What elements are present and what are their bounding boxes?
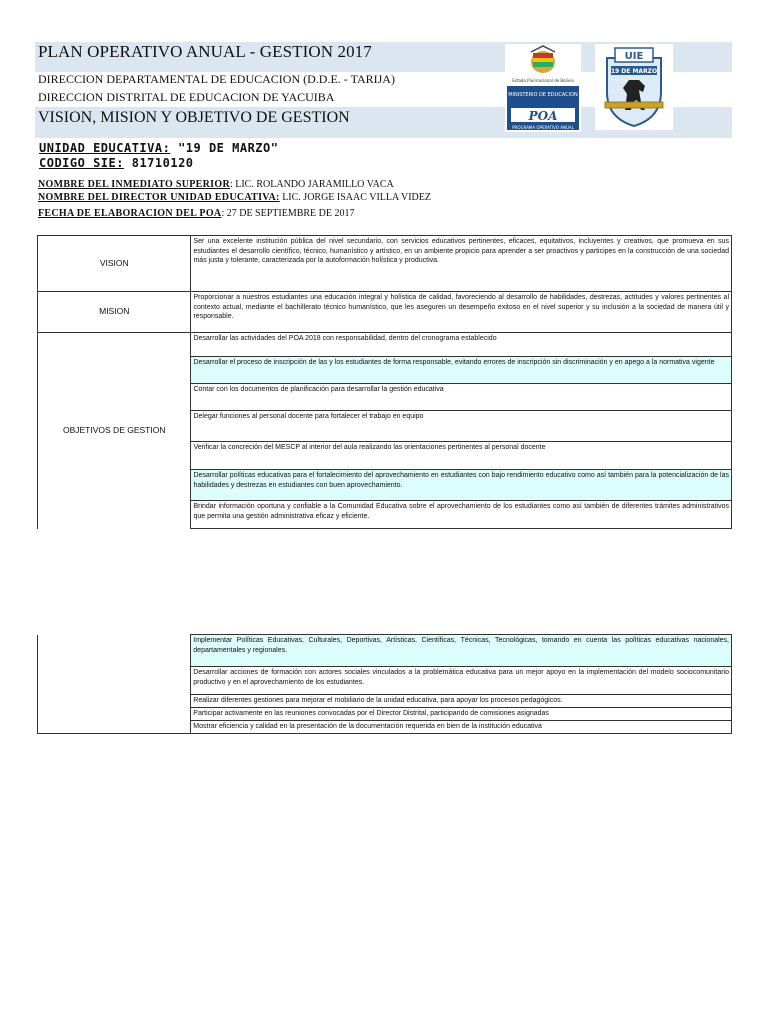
section-subtitle: VISION, MISION Y OBJETIVO DE GESTION [38, 109, 350, 126]
table-row [38, 333, 732, 357]
svg-text:POA: POA [528, 109, 558, 123]
objetivo-item: Desarrollar las actividades del POA 2018 con responsabilidad, dentro del cronograma establecido [191, 333, 732, 357]
svg-text:PROGRAMA OPERATIVO ANUAL: PROGRAMA OPERATIVO ANUAL [512, 125, 574, 130]
objetivo-item: Verificar la concreción del MESCP al interior del aula realizando las orientaciones pertinentes al personal docente [191, 442, 732, 470]
date-label: FECHA DE ELABORACION DEL POA [38, 208, 222, 219]
svg-text:MINISTERIO DE EDUCACION: MINISTERIO DE EDUCACION [508, 92, 578, 98]
superior-line [38, 179, 394, 190]
svg-text:UIE: UIE [624, 51, 644, 62]
objetivo-item: Desarrollar el proceso de inscripción de las y los estudiantes de forma responsable, evitando errores de inscripción sin discriminación y en apego a la normativa vigente [191, 357, 732, 384]
objetivo-item: Mostrar eficiencia y calidad en la presentación de la documentación requerida en bien de la institución educativa [191, 721, 732, 734]
svg-text:19 DE MARZO: 19 DE MARZO [610, 68, 658, 75]
objetivo-item: Contar con los documentos de planificación para desarrollar la gestión educativa [191, 384, 732, 411]
school-code: 81710120 [131, 156, 194, 170]
vision-label: VISION [38, 236, 191, 292]
objetivo-item: Participar activamente en las reuniones convocadas por el Director Distrital, participando de comisiones asignadas [191, 708, 732, 721]
table-row-mision [38, 292, 732, 333]
poa-table-continued [37, 634, 732, 734]
school-code-label: CODIGO SIE: [39, 156, 124, 170]
date-value: : 27 DE SEPTIEMBRE DE 2017 [221, 208, 355, 219]
objetivo-item: Desarrollar acciones de formación con actores sociales vinculados a la problemática educativa para un mejor apoyo en la implementación del modelo sociocomunitario productivo y en el aprovechamiento de los estudiantes. [191, 667, 732, 695]
table-row-vision [38, 236, 732, 292]
bolivia-coat-of-arms-icon [505, 44, 581, 132]
director-label: NOMBRE DEL DIRECTOR UNIDAD EDUCATIVA: [38, 192, 280, 203]
objetivo-item: Implementar Políticas Educativas, Culturales, Deportivas, Artísticas, Científicas, Técnicas, Tecnológicas, tomando en cuenta las políticas educativas nacionales, departamentales y regionales. [191, 635, 732, 667]
objetivo-item: Brindar información oportuna y confiable a la Comunidad Educativa sobre el aprovechamiento de los estudiantes como así también de diferentes trámites administrativos que permita una gestión administrativa eficaz y eficiente. [191, 501, 732, 529]
table-row [38, 635, 732, 667]
director-value: LIC. JORGE ISAAC VILLA VIDEZ [279, 192, 431, 203]
school-crest-logo [595, 44, 673, 130]
ministry-poa-logo [505, 44, 581, 132]
vision-text: Ser una excelente institución pública del nivel secundario, con servicios educativos pertinentes, eficaces, equitativos, incluyentes y creativos, que promueva en sus estudiantes el desarrollo científico, técnico, humanístico y artístico, en un ambiente propicio para aprender a ser proactivos y participes en la construcción de una sociedad más justa y tolerante, caracterizada por la autoformación holística y productiva. [191, 236, 732, 292]
mision-text: Proporcionar a nuestros estudiantes una educación integral y holística de calidad, favoreciendo al desarrollo de habilidades, destrezas, actitudes y valores pertinentes al contexto actual, mediante el bachillerato técnico humanístico, que les aseguren un desempeño exitoso en el nivel superior y su inclusión a la sociedad de manera útil y responsable. [191, 292, 732, 333]
objetivos-label-continued [38, 635, 191, 734]
objetivo-item: Desarrollar políticas educativas para el fortalecimiento del aprovechamiento en estudiantes con bajo rendimiento educativo como así también para la potencialización de las habilidades y destrezas en estudiantes con buen aprovechamiento. [191, 470, 732, 501]
superior-label: NOMBRE DEL INMEDIATO SUPERIOR [38, 179, 230, 190]
school-code-line [39, 156, 194, 170]
objetivo-item: Delegar funciones al personal docente para fortalecer el trabajo en equipo [191, 411, 732, 442]
district-line: DIRECCION DISTRITAL DE EDUCACION DE YACUIBA [38, 90, 335, 104]
superior-value: : LIC. ROLANDO JARAMILLO VACA [229, 179, 394, 190]
poa-table [37, 235, 732, 529]
objetivo-item: Realizar diferentes gestiones para mejorar el mobiliario de la unidad educativa, para apoyar los procesos pedagógicos. [191, 695, 732, 708]
director-line [38, 192, 431, 203]
school-label: UNIDAD EDUCATIVA: [39, 141, 171, 155]
department-line: DIRECCION DEPARTAMENTAL DE EDUCACION (D.D.E. - TARIJA) [38, 72, 395, 86]
date-line [38, 208, 355, 219]
horse-crest-icon [595, 44, 673, 130]
page-title: PLAN OPERATIVO ANUAL - GESTION 2017 [38, 42, 372, 61]
school-name-line [39, 141, 278, 155]
mision-label: MISION [38, 292, 191, 333]
objetivos-label: OBJETIVOS DE GESTION [38, 333, 191, 529]
school-name: "19 DE MARZO" [178, 141, 279, 155]
svg-text:Estado Plurinacional de Bolivi: Estado Plurinacional de Bolivia [512, 78, 574, 83]
